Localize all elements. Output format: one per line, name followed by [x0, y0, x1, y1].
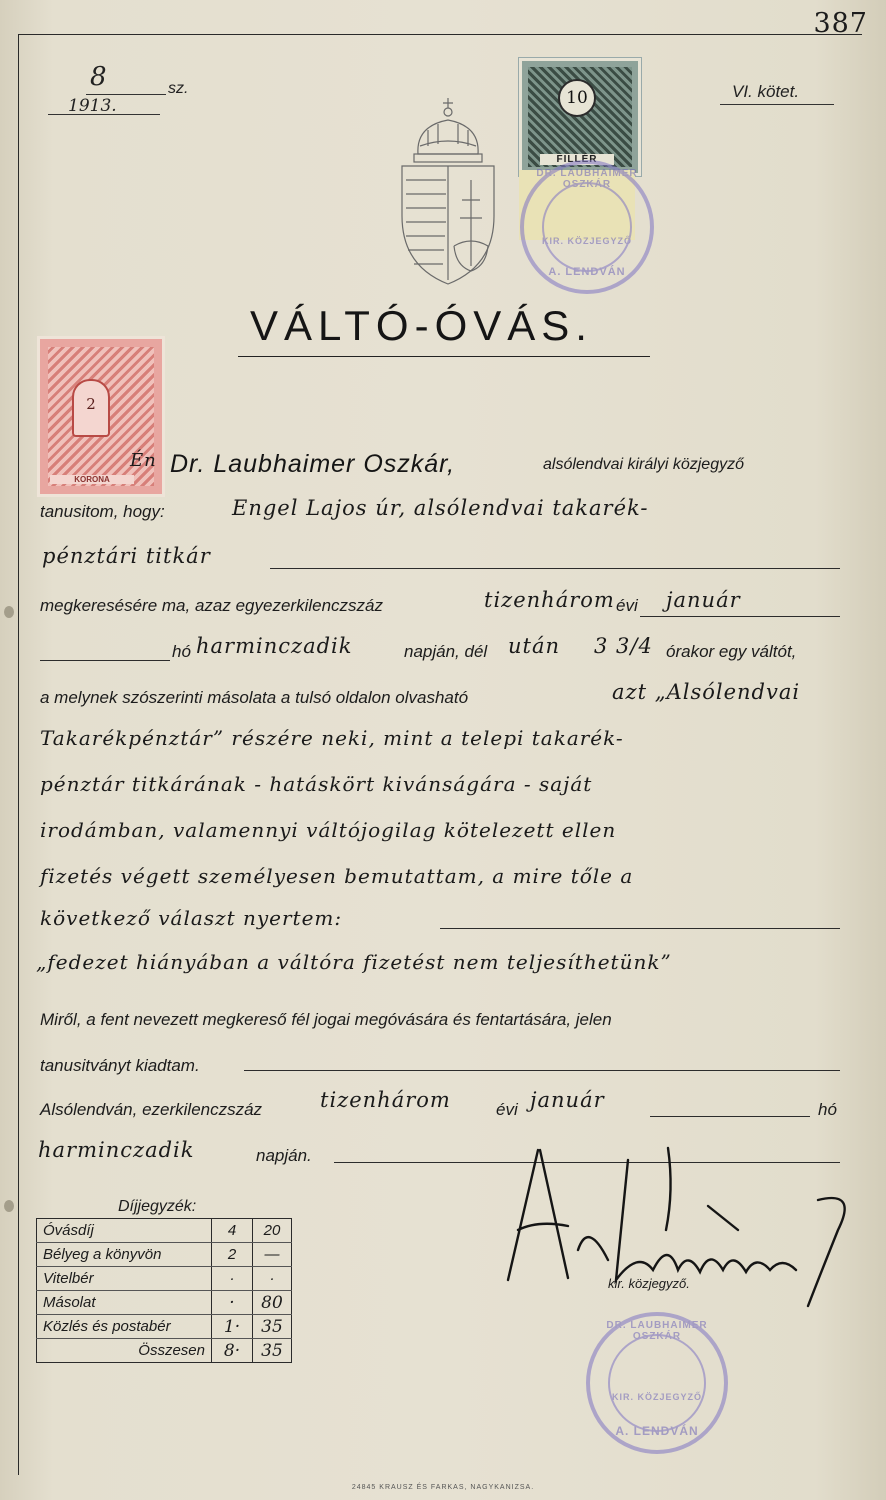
fee-label: Bélyeg a könyvön — [37, 1243, 212, 1267]
document-title: VÁLTÓ-ÓVÁS. — [250, 302, 593, 349]
day-words: harminczadik — [196, 634, 353, 658]
stamp-10-value: 10 — [558, 79, 596, 117]
coat-of-arms-icon — [398, 96, 498, 286]
fee-label: Másolat — [37, 1291, 212, 1315]
answer-rule — [440, 928, 840, 929]
notary-description: alsólendvai királyi közjegyző — [543, 456, 744, 473]
fee-row — [37, 1291, 292, 1315]
month: január — [666, 588, 741, 612]
evi-label: évi — [616, 596, 638, 615]
fee-korona: · — [212, 1291, 253, 1315]
place-evi: évi — [496, 1100, 518, 1119]
notary-seal-bottom — [586, 1312, 728, 1454]
serial-suffix: sz. — [168, 80, 189, 97]
seal-top-middle: KIR. KÖZJEGYZŐ — [541, 236, 632, 246]
place-day-words: harminczadik — [38, 1138, 195, 1162]
signature-role: kir. közjegyző. — [608, 1276, 690, 1291]
place-month: január — [530, 1088, 605, 1112]
fee-filler: 35 — [253, 1315, 292, 1339]
fee-korona: 1· — [212, 1315, 253, 1339]
fee-label: Közlés és postabér — [37, 1315, 212, 1339]
fee-filler: 20 — [253, 1219, 292, 1243]
seal-bottom-top: DR. LAUBHAIMER OSZKÁR — [606, 1320, 708, 1342]
napjan-label: napján, dél — [404, 642, 488, 661]
fee-row — [37, 1219, 292, 1243]
place-label: Alsólendván, ezerkilenczszáz — [40, 1100, 263, 1119]
hand-line-4: fizetés végett személyesen bemutattam, a mire tőle a — [40, 864, 634, 888]
title-underline — [238, 356, 650, 357]
hour-label: órakor egy váltót, — [666, 642, 797, 661]
serial-line — [86, 94, 166, 95]
intro-handwritten: Én — [130, 450, 157, 471]
stamp-2-label: KORONA — [50, 475, 134, 484]
closing-line-1: Miről, a fent nevezett megkereső fél jogai megóvására és fentartására, jelen — [40, 1010, 612, 1029]
place-year-words: tizenhárom — [320, 1088, 451, 1112]
seal-top-text: DR. LAUBHAIMER OSZKÁR — [536, 168, 638, 190]
request-label: megkeresésére ma, azaz egyezerkilenczszáz — [40, 596, 383, 615]
fee-total-filler: 35 — [253, 1339, 292, 1363]
requester-line-1: Engel Lajos úr, alsólendvai takarék- — [232, 496, 649, 520]
seal-inner-ring — [608, 1334, 706, 1432]
seal-inner-ring — [542, 182, 632, 272]
punch-hole — [4, 1200, 14, 1212]
requester-rule — [270, 568, 840, 569]
closing-line-2: tanusitványt kiadtam. — [40, 1056, 200, 1075]
hand-line-5: következő választ nyertem: — [40, 906, 343, 930]
seal-bottom-bottom: A. LENDVÁN — [615, 1424, 699, 1438]
volume-line — [720, 104, 834, 105]
copy-hand: azt „Alsólendvai — [612, 680, 801, 704]
fee-table — [36, 1218, 292, 1363]
year-words: tizenhárom — [484, 588, 615, 612]
stamp-2-value: 2 — [72, 379, 110, 437]
ho-label: hó — [172, 642, 191, 661]
place-month-rule — [650, 1116, 810, 1117]
fee-korona: · — [212, 1267, 253, 1291]
fee-title: Díjjegyzék: — [118, 1198, 197, 1215]
serial-underline — [48, 114, 160, 115]
punch-hole — [4, 606, 14, 618]
place-napjan: napján. — [256, 1146, 312, 1165]
fee-filler: — — [253, 1243, 292, 1267]
stamp-10-filler — [519, 58, 641, 176]
serial-number: 8 — [90, 62, 107, 92]
fee-label: Vitelbér — [37, 1267, 212, 1291]
fee-total-label: Összesen — [37, 1339, 212, 1363]
month-rule — [640, 616, 840, 617]
fee-total-korona: 8· — [212, 1339, 253, 1363]
volume-label: VI. kötet. — [732, 82, 800, 101]
time-part: után — [508, 634, 561, 658]
hand-line-2: pénztár titkárának - hatáskört kivánságára - saját — [40, 772, 593, 796]
fee-filler: 80 — [253, 1291, 292, 1315]
fee-filler: · — [253, 1267, 292, 1291]
fee-label: Óvásdíj — [37, 1219, 212, 1243]
closing-rule — [244, 1070, 840, 1071]
notary-seal-top — [520, 160, 654, 294]
page-number: 387 — [813, 8, 868, 39]
stamp-10-label: FILLÉR — [540, 154, 614, 165]
hand-line-3: irodámban, valamennyi váltójogilag kötelezett ellen — [40, 818, 617, 842]
requester-line-2: pénztári titkár — [42, 544, 211, 568]
copy-label: a melynek szószerinti másolata a tulsó oldalon olvasható — [40, 688, 469, 707]
fee-korona: 2 — [212, 1243, 253, 1267]
notary-name: Dr. Laubhaimer Oszkár, — [170, 450, 456, 478]
fee-total-row — [37, 1339, 292, 1363]
hand-line-6: „fedezet hiányában a váltóra fizetést nem teljesíthetünk” — [36, 950, 672, 974]
time-value: 3 3/4 — [594, 634, 653, 658]
fee-row — [37, 1243, 292, 1267]
printer-imprint: 24845 KRAUSZ ÉS FARKAS, NAGYKANIZSA. — [351, 1484, 535, 1491]
seal-top-bottom: A. LENDVÁN — [548, 266, 626, 278]
hand-line-1: Takarékpénztár” részére neki, mint a telepi takarék- — [40, 726, 624, 750]
fee-row — [37, 1267, 292, 1291]
place-ho: hó — [818, 1100, 837, 1119]
fee-row — [37, 1315, 292, 1339]
seal-bottom-middle: KIR. KÖZJEGYZŐ — [611, 1392, 702, 1402]
serial-year: 1913. — [68, 96, 117, 116]
stamp-2-korona — [37, 336, 165, 497]
day-prefix-rule — [40, 660, 170, 661]
fee-korona: 4 — [212, 1219, 253, 1243]
certify-label: tanusitom, hogy: — [40, 502, 165, 521]
